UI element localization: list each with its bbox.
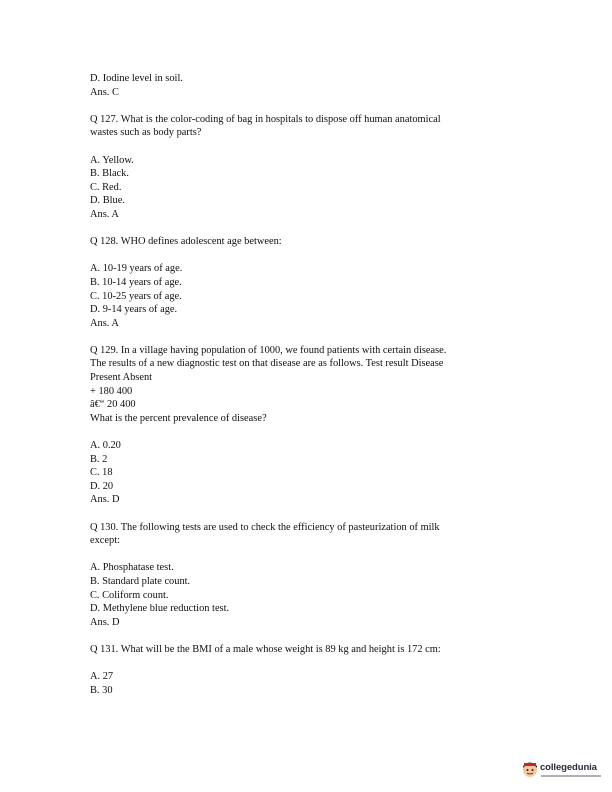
text-line: B. 2 [90, 453, 108, 465]
blank-line [90, 99, 530, 113]
text-line: C. Red. [90, 181, 122, 193]
text-line: Q 127. What is the color-coding of bag in hospitals to dispose off human anatomical [90, 113, 441, 125]
blank-line [90, 548, 530, 562]
collegedunia-logo [520, 756, 608, 784]
text-line: C. 10-25 years of age. [90, 290, 182, 302]
text-line: C. 18 [90, 467, 113, 479]
text-line: A. 10-19 years of age. [90, 263, 183, 275]
text-line: + 180 400 [90, 385, 133, 397]
text-line: D. 20 [90, 480, 114, 492]
text-line: A. 0.20 [90, 440, 121, 452]
text-line: B. Black. [90, 168, 129, 180]
text-line: D. Blue. [90, 195, 125, 207]
brand-tagline-bar [541, 775, 601, 777]
text-line: D. Methylene blue reduction test. [90, 603, 230, 615]
brand-name: collegedunia [540, 762, 597, 773]
text-line: â€“ 20 400 [90, 399, 136, 411]
text-line: Ans. A [90, 317, 119, 329]
text-line: B. Standard plate count. [90, 575, 191, 587]
text-line: Ans. A [90, 208, 119, 220]
text-line: What is the percent prevalence of disease? [90, 412, 267, 424]
blank-line [90, 222, 530, 236]
blank-line [90, 140, 530, 154]
text-line: A. Phosphatase test. [90, 562, 174, 574]
text-line: A. Yellow. [90, 154, 134, 166]
text-line: Ans. C [90, 86, 119, 98]
blank-line [90, 507, 530, 521]
text-line: B. 30 [90, 684, 113, 696]
text-line: Q 129. In a village having population of 1000, we found patients with certain disease. [90, 344, 447, 356]
text-line: The results of a new diagnostic test on that disease are as follows. Test result Disease [90, 358, 444, 370]
text-line: wastes such as body parts? [90, 127, 202, 139]
text-line: Ans. D [90, 616, 120, 628]
text-line: Q 131. What will be the BMI of a male whose weight is 89 kg and height is 172 cm: [90, 643, 441, 655]
document-body [90, 72, 530, 697]
blank-line [90, 629, 530, 643]
blank-line [90, 657, 530, 671]
mascot-icon [520, 759, 540, 779]
text-line: Ans. D [90, 494, 120, 506]
blank-line [90, 249, 530, 263]
text-line: D. Iodine level in soil. [90, 73, 183, 84]
blank-line [90, 330, 530, 344]
blank-line [90, 425, 530, 439]
text-line: Q 128. WHO defines adolescent age between: [90, 236, 282, 248]
text-line: except: [90, 535, 120, 547]
text-line: B. 10-14 years of age. [90, 276, 182, 288]
text-line: D. 9-14 years of age. [90, 304, 178, 316]
text-line: Q 130. The following tests are used to check the efficiency of pasteurization of milk [90, 521, 440, 533]
text-line: C. Coliform count. [90, 589, 169, 601]
text-line: A. 27 [90, 671, 114, 683]
text-line: Present Absent [90, 372, 153, 384]
